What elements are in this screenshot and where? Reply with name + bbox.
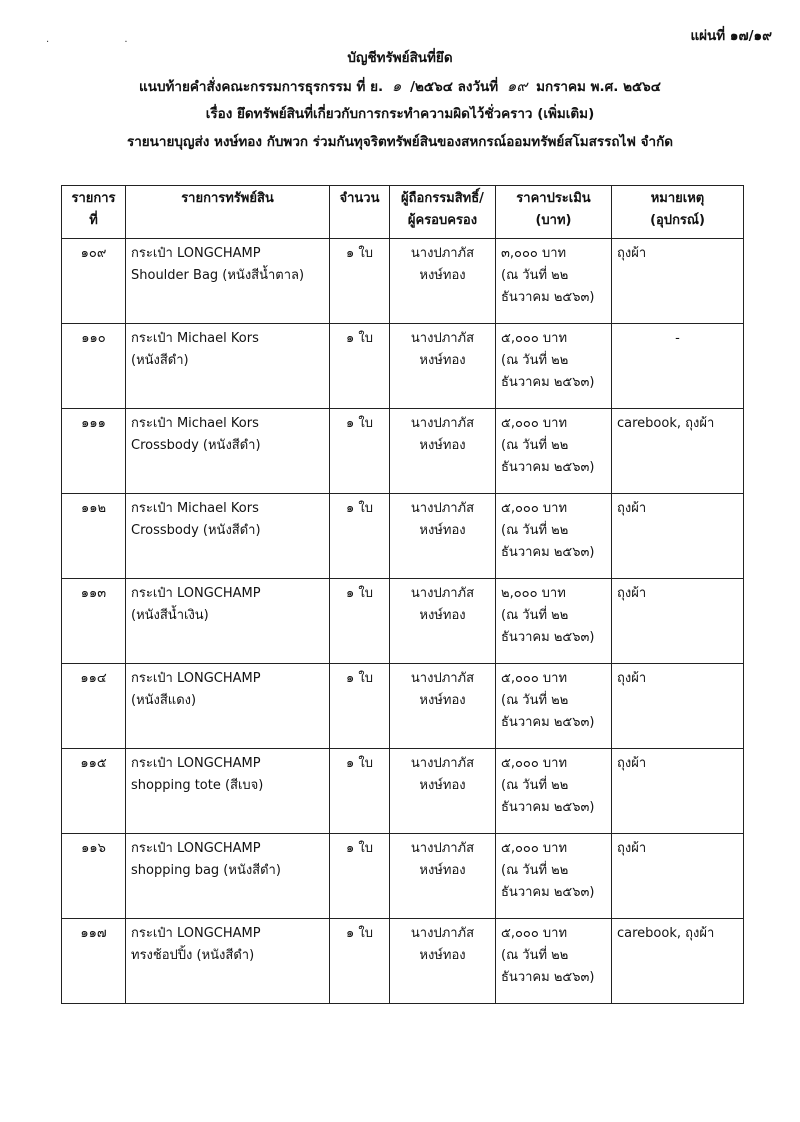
cell-item-line: กระเป๋า LONGCHAMP	[131, 841, 261, 856]
header-owner-line: ผู้ครอบครอง	[407, 213, 478, 228]
asset-table-body	[62, 239, 744, 1004]
cell-no: ๑๑๕	[62, 749, 126, 834]
cell-note: ถุงผ้า	[612, 749, 744, 834]
cell-note: ถุงผ้า	[612, 834, 744, 919]
cell-price-line: (ณ วันที่ ๒๒	[501, 353, 569, 368]
cell-item-line: (หนังสีน้ำเงิน)	[131, 608, 209, 623]
cell-price-line: ๕,๐๐๐ บาท	[501, 671, 568, 686]
cell-item-line: กระเป๋า LONGCHAMP	[131, 246, 261, 261]
cell-owner	[390, 919, 496, 1004]
table-row	[62, 494, 744, 579]
cell-item-line: (หนังสีแดง)	[131, 693, 197, 708]
cell-note: ถุงผ้า	[612, 579, 744, 664]
table-row	[62, 409, 744, 494]
cell-owner-line: หงษ์ทอง	[419, 778, 466, 793]
cell-no: ๑๑๒	[62, 494, 126, 579]
cell-no: ๑๑๖	[62, 834, 126, 919]
cell-qty: ๑ ใบ	[330, 919, 390, 1004]
header-qty-line: จำนวน	[339, 191, 380, 206]
cell-item	[126, 409, 330, 494]
cell-price	[496, 409, 612, 494]
cell-price-line: ๕,๐๐๐ บาท	[501, 926, 568, 941]
cell-owner	[390, 324, 496, 409]
order-middle: /๒๕๖๔ ลงวันที่	[410, 79, 499, 95]
cell-note: ถุงผ้า	[612, 494, 744, 579]
cell-owner-line: หงษ์ทอง	[419, 438, 466, 453]
order-reference	[0, 76, 800, 104]
cell-note: carebook, ถุงผ้า	[612, 409, 744, 494]
cell-price-line: ธันวาคม ๒๕๖๓)	[501, 970, 595, 985]
header-qty	[330, 186, 390, 239]
cell-note: ถุงผ้า	[612, 664, 744, 749]
header-note-line: หมายเหตุ	[650, 191, 705, 206]
cell-price-line: (ณ วันที่ ๒๒	[501, 863, 569, 878]
cell-item	[126, 324, 330, 409]
cell-no: ๑๑๔	[62, 664, 126, 749]
cell-note: ถุงผ้า	[612, 239, 744, 324]
cell-owner-line: นางปภาภัส	[410, 586, 475, 601]
cell-item-line: shopping bag (หนังสีดำ)	[131, 863, 281, 878]
document-subject: เรื่อง ยึดทรัพย์สินที่เกี่ยวกับการกระทำความผิดไว้ชั่วคราว (เพิ่มเติม)	[205, 106, 595, 122]
table-row	[62, 579, 744, 664]
cell-owner-line: นางปภาภัส	[410, 331, 475, 346]
cell-price-line: ธันวาคม ๒๕๖๓)	[501, 290, 595, 305]
cell-item-line: กระเป๋า Michael Kors	[131, 501, 259, 516]
cell-item	[126, 239, 330, 324]
cell-owner	[390, 239, 496, 324]
cell-owner	[390, 664, 496, 749]
header-item-line: รายการทรัพย์สิน	[181, 191, 274, 206]
cell-price-line: ธันวาคม ๒๕๖๓)	[501, 715, 595, 730]
cell-note: -	[612, 324, 744, 409]
cell-owner-line: หงษ์ทอง	[419, 268, 466, 283]
cell-owner	[390, 834, 496, 919]
cell-price-line: (ณ วันที่ ๒๒	[501, 693, 569, 708]
cell-owner	[390, 749, 496, 834]
header-price-line: ราคาประเมิน	[516, 191, 591, 206]
header-no-line: รายการ	[71, 191, 116, 206]
cell-price	[496, 324, 612, 409]
cell-item-line: shopping tote (สีเบจ)	[131, 778, 264, 793]
cell-item-line: กระเป๋า LONGCHAMP	[131, 671, 261, 686]
table-header-row	[62, 186, 744, 239]
header-price	[496, 186, 612, 239]
cell-qty: ๑ ใบ	[330, 494, 390, 579]
cell-item-line: กระเป๋า Michael Kors	[131, 416, 259, 431]
cell-owner-line: หงษ์ทอง	[419, 523, 466, 538]
cell-owner-line: หงษ์ทอง	[419, 608, 466, 623]
cell-owner-line: หงษ์ทอง	[419, 948, 466, 963]
header-no-line: ที่	[89, 213, 98, 228]
order-prefix: แนบท้ายคำสั่งคณะกรรมการธุรกรรม ที่ ย.	[139, 79, 384, 95]
cell-price-line: ๕,๐๐๐ บาท	[501, 756, 568, 771]
cell-item-line: กระเป๋า LONGCHAMP	[131, 926, 261, 941]
sheet-number: แผ่นที่ ๑๗/๑๙	[690, 28, 772, 44]
cell-price-line: (ณ วันที่ ๒๒	[501, 268, 569, 283]
cell-price-line: ๒,๐๐๐ บาท	[501, 586, 566, 601]
cell-price-line: ๕,๐๐๐ บาท	[501, 501, 568, 516]
header-item	[126, 186, 330, 239]
cell-price	[496, 239, 612, 324]
cell-price-line: (ณ วันที่ ๒๒	[501, 948, 569, 963]
cell-price-line: ธันวาคม ๒๕๖๓)	[501, 800, 595, 815]
cell-price	[496, 749, 612, 834]
header-note-line: (อุปกรณ์)	[650, 213, 705, 228]
cell-item-line: ทรงช้อปปิ้ง (หนังสีดำ)	[131, 948, 255, 963]
cell-no: ๑๐๙	[62, 239, 126, 324]
cell-item	[126, 664, 330, 749]
cell-qty: ๑ ใบ	[330, 239, 390, 324]
cell-price	[496, 919, 612, 1004]
scan-specks: . .	[46, 34, 164, 45]
cell-qty: ๑ ใบ	[330, 749, 390, 834]
table-row	[62, 324, 744, 409]
header-no	[62, 186, 126, 239]
cell-owner-line: หงษ์ทอง	[419, 693, 466, 708]
table-row	[62, 239, 744, 324]
cell-item-line: (หนังสีดำ)	[131, 353, 189, 368]
cell-item-line: กระเป๋า Michael Kors	[131, 331, 259, 346]
table-row	[62, 664, 744, 749]
cell-price-line: ธันวาคม ๒๕๖๓)	[501, 375, 595, 390]
cell-owner-line: หงษ์ทอง	[419, 863, 466, 878]
header-note	[612, 186, 744, 239]
cell-item	[126, 494, 330, 579]
cell-price-line: ๓,๐๐๐ บาท	[501, 246, 567, 261]
cell-qty: ๑ ใบ	[330, 664, 390, 749]
cell-no: ๑๑๓	[62, 579, 126, 664]
cell-item	[126, 834, 330, 919]
cell-price-line: ธันวาคม ๒๕๖๓)	[501, 460, 595, 475]
cell-price-line: ๕,๐๐๐ บาท	[501, 331, 568, 346]
cell-qty: ๑ ใบ	[330, 579, 390, 664]
cell-owner-line: นางปภาภัส	[410, 416, 475, 431]
table-row	[62, 749, 744, 834]
asset-table	[61, 185, 744, 1004]
document-title: บัญชีทรัพย์สินที่ยึด	[347, 50, 453, 66]
cell-price-line: ๕,๐๐๐ บาท	[501, 416, 568, 431]
cell-owner	[390, 409, 496, 494]
cell-no: ๑๑๗	[62, 919, 126, 1004]
header-owner-line: ผู้ถือกรรมสิทธิ์/	[401, 191, 484, 206]
cell-price-line: (ณ วันที่ ๒๒	[501, 438, 569, 453]
order-day: ๑๙	[506, 77, 528, 95]
cell-price	[496, 579, 612, 664]
cell-price	[496, 834, 612, 919]
table-row	[62, 834, 744, 919]
cell-item-line: กระเป๋า LONGCHAMP	[131, 756, 261, 771]
cell-price-line: ๕,๐๐๐ บาท	[501, 841, 568, 856]
table-row	[62, 919, 744, 1004]
cell-note: carebook, ถุงผ้า	[612, 919, 744, 1004]
order-number: ๑	[391, 77, 402, 95]
cell-owner	[390, 494, 496, 579]
cell-owner-line: นางปภาภัส	[410, 246, 475, 261]
cell-price-line: (ณ วันที่ ๒๒	[501, 778, 569, 793]
cell-owner-line: นางปภาภัส	[410, 501, 475, 516]
cell-owner-line: นางปภาภัส	[410, 671, 475, 686]
case-description: รายนายบุญส่ง หงษ์ทอง กับพวก ร่วมกันทุจริตทรัพย์สินของสหกรณ์ออมทรัพย์สโมสรรถไฟ จำกัด	[126, 134, 674, 150]
cell-owner-line: นางปภาภัส	[410, 841, 475, 856]
cell-item	[126, 749, 330, 834]
cell-owner-line: หงษ์ทอง	[419, 353, 466, 368]
cell-qty: ๑ ใบ	[330, 409, 390, 494]
cell-price-line: ธันวาคม ๒๕๖๓)	[501, 545, 595, 560]
cell-owner-line: นางปภาภัส	[410, 756, 475, 771]
cell-price	[496, 664, 612, 749]
cell-owner-line: นางปภาภัส	[410, 926, 475, 941]
cell-price-line: (ณ วันที่ ๒๒	[501, 523, 569, 538]
cell-item	[126, 579, 330, 664]
cell-price-line: (ณ วันที่ ๒๒	[501, 608, 569, 623]
cell-item-line: Crossbody (หนังสีดำ)	[131, 438, 261, 453]
cell-item-line: Crossbody (หนังสีดำ)	[131, 523, 261, 538]
document-header	[0, 48, 800, 160]
cell-qty: ๑ ใบ	[330, 324, 390, 409]
cell-price-line: ธันวาคม ๒๕๖๓)	[501, 630, 595, 645]
header-price-line: (บาท)	[535, 213, 572, 228]
header-owner	[390, 186, 496, 239]
cell-price	[496, 494, 612, 579]
cell-item	[126, 919, 330, 1004]
cell-price-line: ธันวาคม ๒๕๖๓)	[501, 885, 595, 900]
cell-item-line: กระเป๋า LONGCHAMP	[131, 586, 261, 601]
cell-qty: ๑ ใบ	[330, 834, 390, 919]
cell-no: ๑๑๑	[62, 409, 126, 494]
cell-owner	[390, 579, 496, 664]
cell-item-line: Shoulder Bag (หนังสีน้ำตาล)	[131, 268, 305, 283]
cell-no: ๑๑๐	[62, 324, 126, 409]
order-suffix: มกราคม พ.ศ. ๒๕๖๔	[536, 79, 661, 95]
